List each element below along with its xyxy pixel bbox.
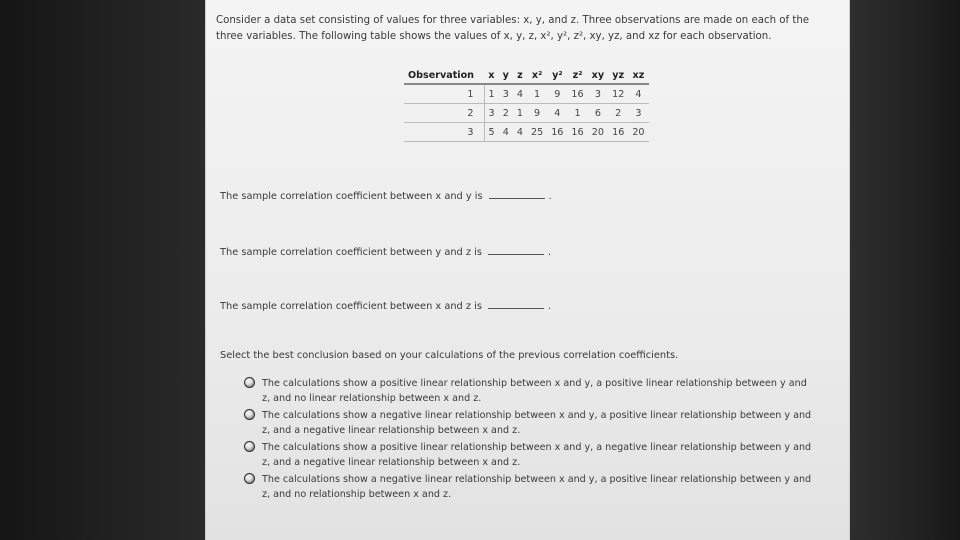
table-cell: 4 [628,84,648,104]
table-cell: 3 [404,123,484,142]
column-header-yz: yz [608,67,628,84]
option-text-line-1: The calculations show a negative linear relationship between x and y, a positive linear relationship between y and [262,474,812,485]
table-cell: 20 [628,123,648,142]
option-text-line-1: The calculations show a positive linear relationship between x and y, a positive linear relationship between y and [262,378,807,389]
table-cell: 16 [608,123,628,142]
radio-button-icon[interactable] [244,377,255,388]
question-text: The sample correlation coefficient between y and z is [220,247,482,258]
table-cell: 1 [404,84,484,104]
option-text-line-2: z, and a negative linear relationship between x and z. [262,457,521,468]
radio-button-icon[interactable] [244,473,255,484]
column-header-z-squared: z² [567,67,587,84]
monitor-bezel-right [850,0,960,540]
table-cell: 9 [547,84,567,104]
question-page [205,0,850,540]
table-cell: 3 [628,104,648,123]
table-header-row [404,67,649,84]
option-text-line-1: The calculations show a negative linear relationship between x and y, a positive linear relationship between y and [262,410,812,421]
table-row [404,104,649,123]
table-row [404,123,649,142]
column-header-xz: xz [628,67,648,84]
table-cell: 6 [588,104,608,123]
table-cell: 20 [588,123,608,142]
table-cell: 1 [567,104,587,123]
table-cell: 1 [527,84,547,104]
conclusion-option-2[interactable] [244,408,844,438]
table-cell: 4 [547,104,567,123]
table-cell: 2 [499,104,513,123]
problem-statement-line-2: three variables. The following table shows the values of x, y, z, x², y², z², xy, yz, and xz for each observation. [216,31,772,42]
question-correlation-xz [220,298,551,312]
table-cell: 16 [567,84,587,104]
option-text-line-1: The calculations show a positive linear relationship between x and y, a negative linear relationship between y and [262,442,812,453]
table-cell: 25 [527,123,547,142]
column-header-y: y [499,67,513,84]
table-cell: 2 [608,104,628,123]
conclusion-prompt: Select the best conclusion based on your calculations of the previous correlation coefficients. [220,350,679,361]
answer-blank-xz[interactable] [488,298,544,309]
answer-blank-yz[interactable] [488,244,544,255]
answer-blank-xy[interactable] [489,188,545,199]
question-text: The sample correlation coefficient between x and y is [220,191,483,202]
column-header-observation: Observation [404,67,484,84]
table-cell: 12 [608,84,628,104]
conclusion-option-4[interactable] [244,472,844,502]
sentence-period: . [547,247,552,258]
option-text-line-2: z, and no linear relationship between x and z. [262,393,482,404]
table-cell: 3 [588,84,608,104]
sentence-period: . [547,301,552,312]
problem-statement [216,13,841,45]
radio-button-icon[interactable] [244,441,255,452]
conclusion-option-3[interactable] [244,440,844,470]
observation-table [404,67,649,142]
table-cell: 1 [484,84,499,104]
column-header-x: x [484,67,499,84]
problem-statement-line-1: Consider a data set consisting of values for three variables: x, y, and z. Three observations are made on each of the [216,15,810,26]
table-cell: 9 [527,104,547,123]
table-cell: 3 [499,84,513,104]
table-row [404,84,649,104]
table-cell: 16 [567,123,587,142]
table-cell: 3 [484,104,499,123]
monitor-bezel-left [0,0,205,540]
option-text-line-2: z, and a negative linear relationship between x and z. [262,425,521,436]
conclusion-option-1[interactable] [244,376,844,406]
question-correlation-xy [220,188,552,202]
radio-button-icon[interactable] [244,409,255,420]
column-header-z: z [513,67,527,84]
table-cell: 4 [513,123,527,142]
column-header-y-squared: y² [547,67,567,84]
table-cell: 4 [499,123,513,142]
option-text-line-2: z, and no relationship between x and z. [262,489,452,500]
question-text: The sample correlation coefficient between x and z is [220,301,482,312]
table-cell: 16 [547,123,567,142]
sentence-period: . [548,191,552,202]
table-cell: 4 [513,84,527,104]
column-header-xy: xy [588,67,608,84]
table-cell: 2 [404,104,484,123]
column-header-x-squared: x² [527,67,547,84]
table-cell: 1 [513,104,527,123]
question-correlation-yz [220,244,551,258]
table-cell: 5 [484,123,499,142]
